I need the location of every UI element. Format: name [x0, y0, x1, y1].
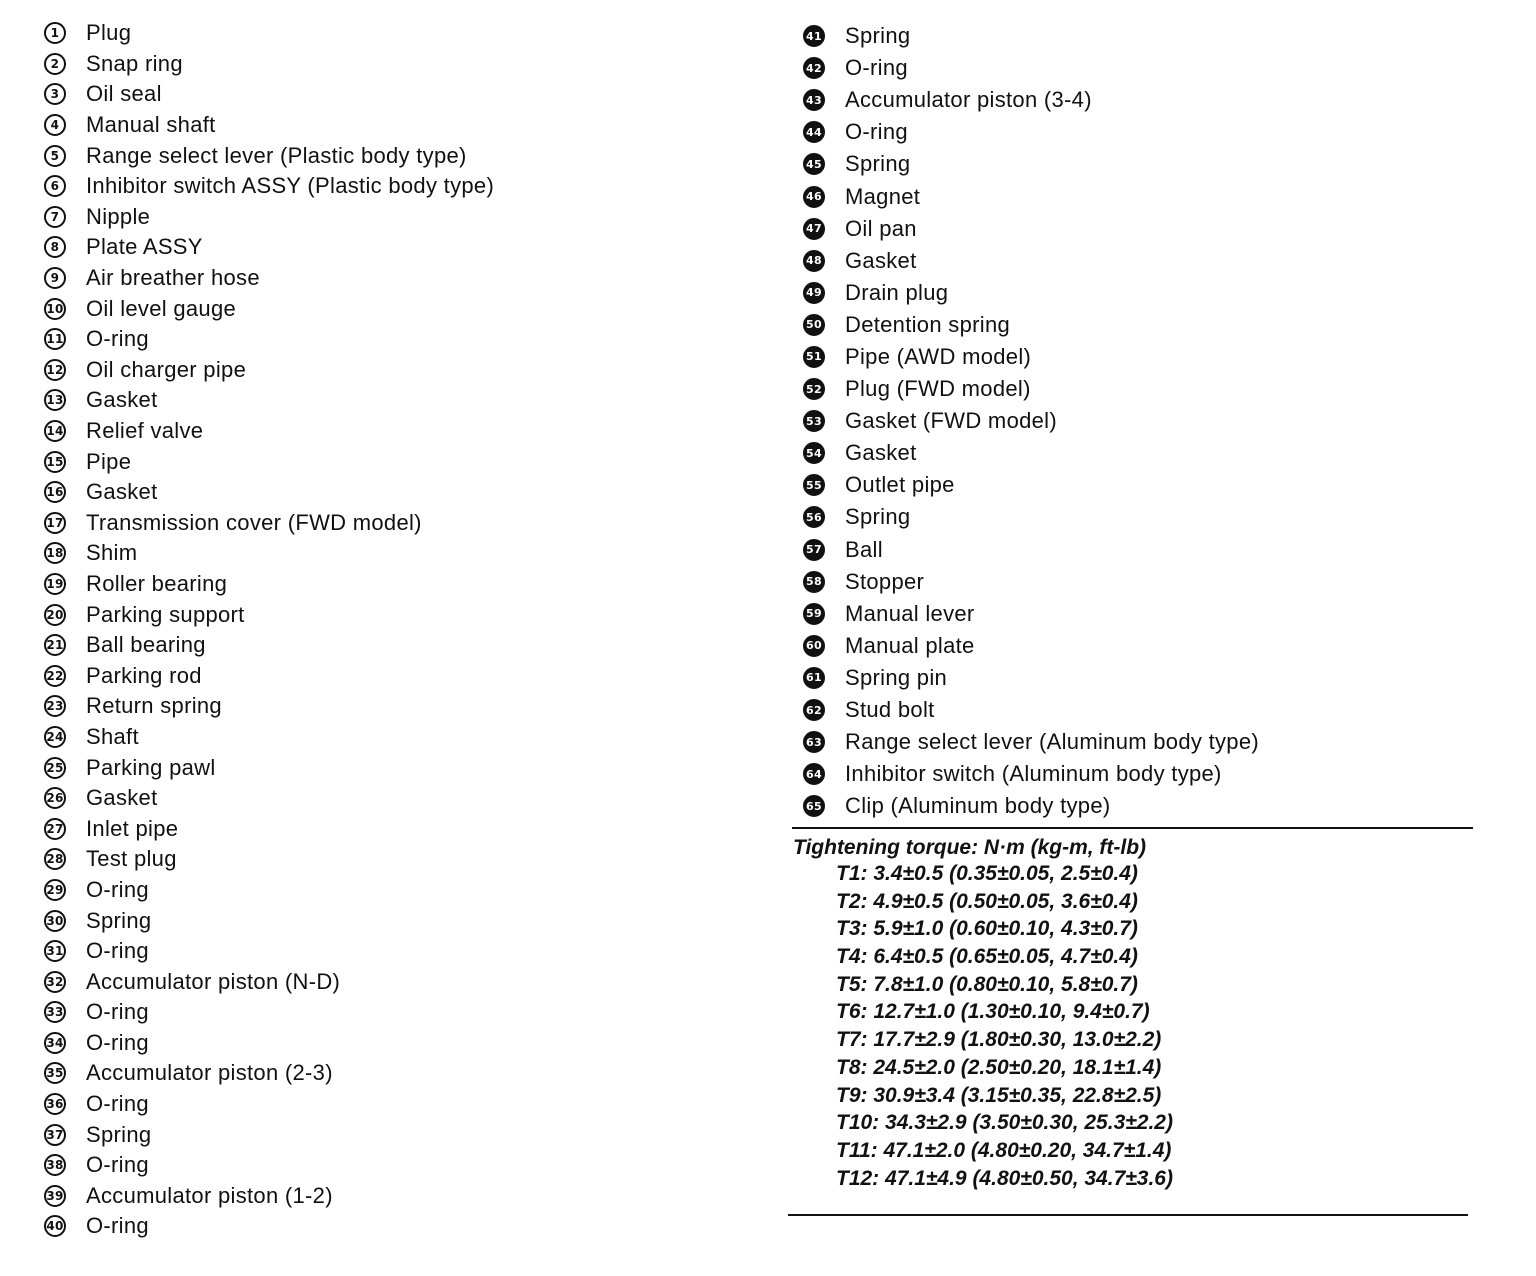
torque-spec-row: T7: 17.7±2.9 (1.80±0.30, 13.0±2.2) [836, 1028, 1162, 1052]
part-label: O-ring [86, 1029, 149, 1055]
part-number-badge: 65 [803, 795, 825, 817]
part-label: Relief valve [86, 418, 204, 444]
part-number-badge: 20 [44, 604, 66, 626]
part-item [44, 49, 494, 80]
part-number-badge: 53 [803, 410, 825, 432]
torque-list [836, 862, 1173, 1194]
part-item [803, 20, 1259, 52]
part-item [44, 385, 494, 416]
part-item [44, 783, 494, 814]
part-number-badge: 52 [803, 378, 825, 400]
part-label: Plug (FWD model) [845, 376, 1031, 402]
part-number-badge: 61 [803, 667, 825, 689]
part-number-badge: 8 [44, 236, 66, 258]
part-number-badge: 5 [44, 145, 66, 167]
part-number-badge: 6 [44, 175, 66, 197]
part-item [44, 1028, 494, 1059]
part-label: Snap ring [86, 50, 183, 76]
part-item [803, 758, 1259, 790]
part-label: O-ring [86, 938, 149, 964]
part-label: O-ring [86, 1213, 149, 1239]
part-number-badge: 9 [44, 267, 66, 289]
part-number-badge: 58 [803, 571, 825, 593]
part-label: Inlet pipe [86, 815, 179, 841]
part-label: Gasket [86, 387, 158, 413]
part-label: Plate ASSY [86, 234, 203, 260]
part-number-badge: 47 [803, 218, 825, 240]
part-item [803, 694, 1259, 726]
part-item [803, 790, 1259, 822]
part-item [44, 355, 494, 386]
part-item [44, 905, 494, 936]
part-item [803, 309, 1259, 341]
part-label: O-ring [86, 876, 149, 902]
part-label: Spring pin [845, 664, 948, 690]
part-label: Ball [845, 536, 883, 562]
part-label: O-ring [86, 326, 149, 352]
part-number-badge: 36 [44, 1093, 66, 1115]
part-label: Spring [86, 1121, 152, 1147]
part-number-badge: 55 [803, 474, 825, 496]
part-number-badge: 15 [44, 451, 66, 473]
part-number-badge: 51 [803, 346, 825, 368]
part-label: Manual lever [845, 600, 975, 626]
part-number-badge: 26 [44, 787, 66, 809]
part-item [44, 569, 494, 600]
torque-spec-row: T10: 34.3±2.9 (3.50±0.30, 25.3±2.2) [836, 1111, 1173, 1135]
part-item [803, 341, 1259, 373]
part-label: O-ring [845, 55, 908, 81]
part-number-badge: 54 [803, 442, 825, 464]
part-item [44, 1089, 494, 1120]
part-item [44, 477, 494, 508]
part-label: Parking rod [86, 662, 202, 688]
torque-spec-row: T5: 7.8±1.0 (0.80±0.10, 5.8±0.7) [836, 972, 1138, 996]
part-number-badge: 21 [44, 634, 66, 656]
part-item [803, 373, 1259, 405]
part-item [44, 844, 494, 875]
part-label: Drain plug [845, 279, 949, 305]
part-item [44, 140, 494, 171]
part-number-badge: 13 [44, 389, 66, 411]
part-label: Stopper [845, 568, 925, 594]
part-label: Gasket [845, 440, 917, 466]
part-item [803, 84, 1259, 116]
part-label: Spring [845, 23, 911, 49]
part-item [803, 277, 1259, 309]
part-item [44, 446, 494, 477]
part-label: Test plug [86, 846, 177, 872]
part-item [44, 722, 494, 753]
part-number-badge: 39 [44, 1185, 66, 1207]
part-item [44, 171, 494, 202]
part-item [803, 52, 1259, 84]
part-item [44, 110, 494, 141]
part-item [44, 966, 494, 997]
part-number-badge: 62 [803, 699, 825, 721]
part-item [803, 566, 1259, 598]
part-item [44, 936, 494, 967]
part-number-badge: 12 [44, 359, 66, 381]
part-item [44, 813, 494, 844]
part-item [44, 1150, 494, 1181]
part-label: Range select lever (Plastic body type) [86, 142, 467, 168]
part-label: Pipe (AWD model) [845, 343, 1032, 369]
part-label: O-ring [86, 1091, 149, 1117]
part-number-badge: 19 [44, 573, 66, 595]
part-label: Accumulator piston (N-D) [86, 968, 341, 994]
part-item [44, 416, 494, 447]
part-label: Outlet pipe [845, 472, 955, 498]
part-item [803, 116, 1259, 148]
parts-list-right [803, 20, 1259, 822]
part-number-badge: 7 [44, 206, 66, 228]
part-number-badge: 4 [44, 114, 66, 136]
part-item [44, 538, 494, 569]
part-number-badge: 50 [803, 314, 825, 336]
part-label: Gasket [845, 247, 917, 273]
torque-spec-row: T1: 3.4±0.5 (0.35±0.05, 2.5±0.4) [836, 862, 1138, 885]
torque-title: Tightening torque: N·m (kg-m, ft-lb) [793, 836, 1147, 859]
part-item [803, 726, 1259, 758]
part-number-badge: 38 [44, 1154, 66, 1176]
part-label: Clip (Aluminum body type) [845, 793, 1111, 819]
part-label: Oil charger pipe [86, 356, 247, 382]
torque-spec-row: T8: 24.5±2.0 (2.50±0.20, 18.1±1.4) [836, 1055, 1162, 1079]
part-label: Oil level gauge [86, 295, 237, 321]
part-number-badge: 64 [803, 763, 825, 785]
part-label: Accumulator piston (3-4) [845, 87, 1092, 113]
torque-spec-row: T3: 5.9±1.0 (0.60±0.10, 4.3±0.7) [836, 917, 1138, 941]
part-label: Parking pawl [86, 754, 216, 780]
part-item [803, 662, 1259, 694]
part-label: O-ring [86, 999, 149, 1025]
part-number-badge: 29 [44, 879, 66, 901]
divider-bottom [788, 1214, 1468, 1216]
part-label: Spring [86, 907, 152, 933]
part-label: Gasket [86, 479, 158, 505]
part-label: O-ring [86, 1152, 149, 1178]
part-number-badge: 23 [44, 695, 66, 717]
part-item [44, 508, 494, 539]
part-item [803, 405, 1259, 437]
torque-spec-row: T2: 4.9±0.5 (0.50±0.05, 3.6±0.4) [836, 889, 1138, 913]
part-label: Stud bolt [845, 697, 935, 723]
part-label: Inhibitor switch (Aluminum body type) [845, 761, 1222, 787]
parts-list-left [44, 18, 494, 1242]
part-label: Shaft [86, 723, 139, 749]
part-number-badge: 35 [44, 1062, 66, 1084]
part-number-badge: 41 [803, 25, 825, 47]
part-number-badge: 11 [44, 328, 66, 350]
part-label: Pipe [86, 448, 132, 474]
part-label: Transmission cover (FWD model) [86, 509, 422, 535]
part-number-badge: 33 [44, 1001, 66, 1023]
part-number-badge: 48 [803, 250, 825, 272]
part-label: Manual plate [845, 632, 975, 658]
part-number-badge: 42 [803, 57, 825, 79]
part-label: Parking support [86, 601, 245, 627]
part-item [803, 469, 1259, 501]
part-number-badge: 17 [44, 512, 66, 534]
part-number-badge: 63 [803, 731, 825, 753]
part-label: Roller bearing [86, 570, 228, 596]
part-label: Plug [86, 20, 132, 46]
part-item [44, 79, 494, 110]
part-label: Range select lever (Aluminum body type) [845, 729, 1259, 755]
part-number-badge: 32 [44, 971, 66, 993]
part-label: Nipple [86, 203, 151, 229]
part-label: Oil pan [845, 215, 917, 241]
part-number-badge: 49 [803, 282, 825, 304]
part-number-badge: 34 [44, 1032, 66, 1054]
torque-spec-row: T4: 6.4±0.5 (0.65±0.05, 4.7±0.4) [836, 945, 1138, 969]
part-number-badge: 37 [44, 1124, 66, 1146]
part-item [44, 599, 494, 630]
part-item [803, 437, 1259, 469]
part-label: Gasket (FWD model) [845, 408, 1057, 434]
part-label: Air breather hose [86, 265, 260, 291]
divider-top [792, 827, 1473, 829]
part-item [803, 501, 1259, 533]
part-number-badge: 28 [44, 848, 66, 870]
part-item [44, 232, 494, 263]
part-number-badge: 31 [44, 940, 66, 962]
part-label: Shim [86, 540, 138, 566]
part-number-badge: 2 [44, 53, 66, 75]
part-item [44, 263, 494, 294]
part-number-badge: 45 [803, 153, 825, 175]
part-label: O-ring [845, 119, 908, 145]
part-label: Accumulator piston (1-2) [86, 1182, 333, 1208]
part-item [44, 293, 494, 324]
part-number-badge: 60 [803, 635, 825, 657]
torque-spec-row: T11: 47.1±2.0 (4.80±0.20, 34.7±1.4) [836, 1138, 1172, 1162]
part-item [44, 18, 494, 49]
part-item [44, 1058, 494, 1089]
part-item [44, 630, 494, 661]
part-number-badge: 46 [803, 186, 825, 208]
part-label: Accumulator piston (2-3) [86, 1060, 333, 1086]
part-number-badge: 3 [44, 83, 66, 105]
part-label: Oil seal [86, 81, 162, 107]
part-label: Magnet [845, 183, 921, 209]
part-label: Inhibitor switch ASSY (Plastic body type) [86, 173, 495, 199]
part-item [803, 534, 1259, 566]
part-label: Spring [845, 151, 911, 177]
part-number-badge: 43 [803, 89, 825, 111]
part-label: Gasket [86, 785, 158, 811]
part-item [44, 691, 494, 722]
part-item [803, 180, 1259, 212]
part-number-badge: 56 [803, 506, 825, 528]
part-item [803, 630, 1259, 662]
part-item [803, 148, 1259, 180]
part-item [803, 598, 1259, 630]
part-item [44, 997, 494, 1028]
part-item [803, 245, 1259, 277]
part-number-badge: 10 [44, 298, 66, 320]
part-number-badge: 1 [44, 22, 66, 44]
part-item [44, 1211, 494, 1242]
part-item [44, 202, 494, 233]
part-item [44, 660, 494, 691]
part-number-badge: 27 [44, 818, 66, 840]
part-number-badge: 57 [803, 539, 825, 561]
part-number-badge: 24 [44, 726, 66, 748]
part-item [44, 324, 494, 355]
part-item [44, 752, 494, 783]
part-number-badge: 18 [44, 542, 66, 564]
part-number-badge: 25 [44, 757, 66, 779]
part-item [44, 1181, 494, 1212]
part-number-badge: 59 [803, 603, 825, 625]
part-number-badge: 22 [44, 665, 66, 687]
part-number-badge: 14 [44, 420, 66, 442]
part-label: Return spring [86, 693, 222, 719]
part-number-badge: 44 [803, 121, 825, 143]
part-number-badge: 16 [44, 481, 66, 503]
part-item [803, 213, 1259, 245]
part-label: Detention spring [845, 311, 1011, 337]
part-number-badge: 30 [44, 910, 66, 932]
part-label: Ball bearing [86, 632, 206, 658]
part-item [44, 875, 494, 906]
torque-spec-row: T6: 12.7±1.0 (1.30±0.10, 9.4±0.7) [836, 1000, 1150, 1024]
torque-spec-row: T12: 47.1±4.9 (4.80±0.50, 34.7±3.6) [836, 1166, 1173, 1190]
part-item [44, 1119, 494, 1150]
part-number-badge: 40 [44, 1215, 66, 1237]
torque-spec-row: T9: 30.9±3.4 (3.15±0.35, 22.8±2.5) [836, 1083, 1162, 1107]
part-label: Manual shaft [86, 112, 216, 138]
part-label: Spring [845, 504, 911, 530]
